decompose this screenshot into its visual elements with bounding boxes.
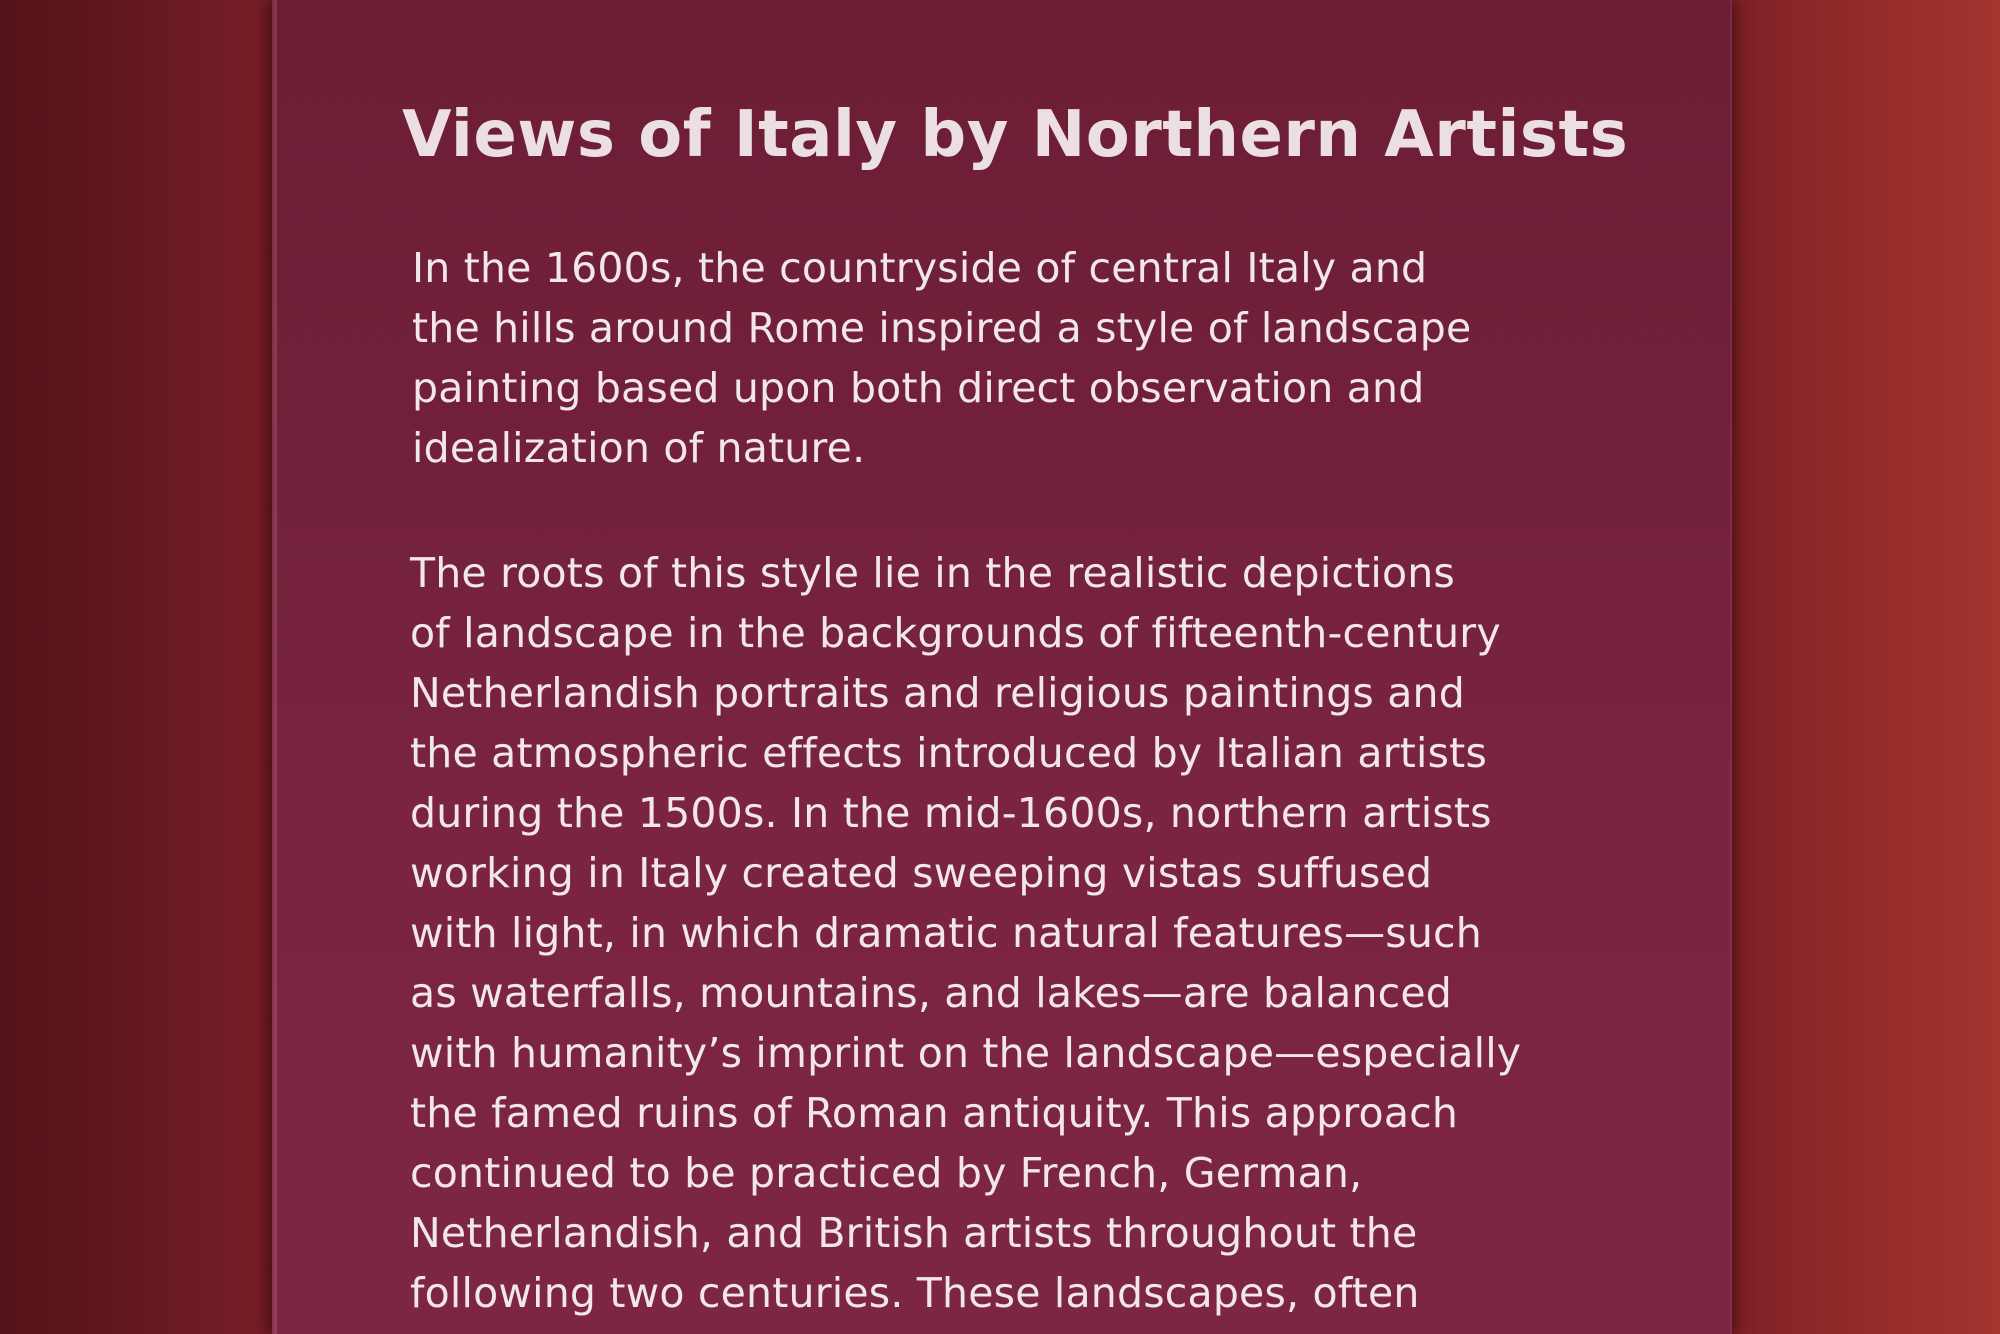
- museum-placard: [272, 0, 1732, 1334]
- text-line: working in Italy created sweeping vistas suffused: [410, 849, 1433, 897]
- text-line: with humanity’s imprint on the landscape—especially: [410, 1029, 1522, 1077]
- text-line: The roots of this style lie in the realistic depictions: [410, 549, 1455, 597]
- text-line: idealization of nature.: [412, 424, 866, 472]
- text-line: painting based upon both direct observation and: [412, 364, 1425, 412]
- wall-right: [1725, 0, 2000, 1334]
- text-line: as waterfalls, mountains, and lakes—are balanced: [410, 969, 1453, 1017]
- text-line: the atmospheric effects introduced by Italian artists: [410, 729, 1488, 777]
- text-line: during the 1500s. In the mid-1600s, northern artists: [410, 789, 1492, 837]
- placard-title: Views of Italy by Northern Artists: [402, 98, 1629, 172]
- wall-left: [0, 0, 280, 1334]
- text-line: following two centuries. These landscapes, often: [410, 1269, 1420, 1317]
- text-line: Netherlandish portraits and religious paintings and: [410, 669, 1465, 717]
- text-line: the hills around Rome inspired a style of landscape: [412, 304, 1472, 352]
- text-line: with light, in which dramatic natural features—such: [410, 909, 1482, 957]
- text-line: the famed ruins of Roman antiquity. This approach: [410, 1089, 1459, 1137]
- text-line: continued to be practiced by French, German,: [410, 1149, 1363, 1197]
- text-line: In the 1600s, the countryside of central Italy and: [412, 244, 1428, 292]
- paragraph-body: [410, 543, 1521, 1323]
- placard-edge: [274, 0, 277, 1334]
- text-line: Netherlandish, and British artists throughout the: [410, 1209, 1418, 1257]
- text-line: of landscape in the backgrounds of fifteenth-century: [410, 609, 1501, 657]
- paragraph-intro: [412, 238, 1471, 478]
